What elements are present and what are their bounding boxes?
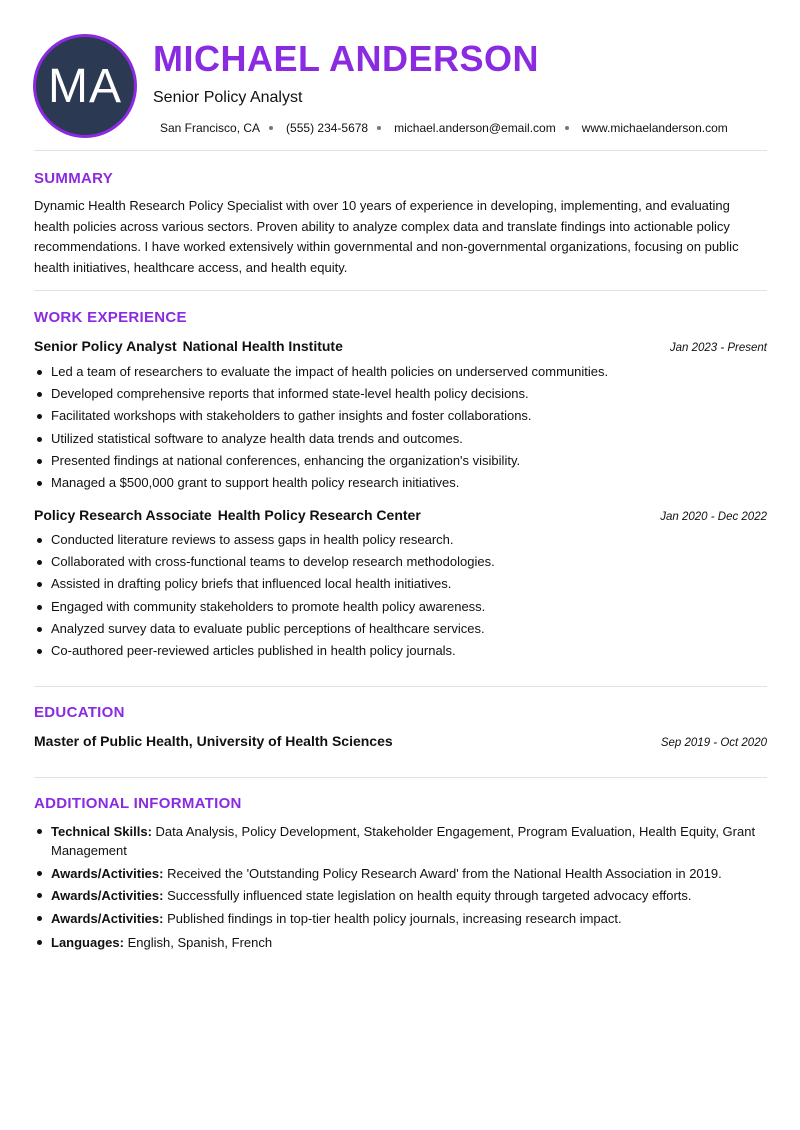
- separator-dot: [377, 126, 381, 130]
- summary-text: Dynamic Health Research Policy Specialist with over 10 years of experience in developing, implementing, and evaluating health policies across various sectors. Proven ability to analyze complex data and translate findings into actionable policy recommendations. I have worked extensively within governmental and non-governmental organizations, focusing on public health initiatives, healthcare access, and health equity.: [34, 198, 739, 275]
- education-entry: [34, 733, 767, 749]
- contact-phone: (555) 234-5678: [286, 121, 369, 135]
- avatar: [33, 34, 137, 138]
- contact-email[interactable]: michael.anderson@email.com: [394, 121, 556, 135]
- list-item: [34, 864, 767, 883]
- avatar-initials: MA: [48, 59, 122, 113]
- item-label: Languages:: [51, 934, 124, 950]
- contact-bar: [160, 121, 728, 135]
- candidate-name: MICHAEL ANDERSON: [153, 38, 540, 79]
- job-header: [34, 338, 767, 354]
- list-item: Led a team of researchers to evaluate the impact of health policies on underserved communities.: [34, 361, 767, 383]
- job-bullet-list: [34, 529, 767, 662]
- list-item: Conducted literature reviews to assess gaps in health policy research.: [34, 529, 767, 551]
- list-item: Collaborated with cross-functional teams to develop research methodologies.: [34, 551, 767, 573]
- list-item: Facilitated workshops with stakeholders to gather insights and foster collaborations.: [34, 405, 767, 427]
- job-header: [34, 507, 767, 523]
- contact-website[interactable]: www.michaelanderson.com: [581, 121, 728, 135]
- job-role: Policy Research Associate: [34, 507, 212, 523]
- list-item: Utilized statistical software to analyze health data trends and outcomes.: [34, 428, 767, 450]
- job-role: Senior Policy Analyst: [34, 338, 177, 354]
- additional-info-heading: ADDITIONAL INFORMATION: [34, 795, 242, 812]
- education-degree: Master of Public Health, University of Health Sciences: [34, 733, 393, 749]
- education-heading: EDUCATION: [34, 704, 125, 721]
- item-text: Received the 'Outstanding Policy Research Award' from the National Health Association in 2019.: [163, 865, 722, 881]
- job-dates: Jan 2020 - Dec 2022: [660, 511, 767, 523]
- item-label: Awards/Activities:: [51, 910, 164, 926]
- job-organization: National Health Institute: [182, 338, 343, 354]
- list-item: [34, 822, 767, 860]
- job-bullet-list: [34, 361, 767, 494]
- additional-info-list: [34, 822, 767, 955]
- item-text: Successfully influenced state legislation on health equity through targeted advocacy efforts.: [163, 888, 692, 903]
- list-item: Analyzed survey data to evaluate public perceptions of healthcare services.: [34, 618, 767, 640]
- list-item: Presented findings at national conferences, enhancing the organization's visibility.: [34, 450, 767, 472]
- separator-dot: [565, 126, 569, 130]
- list-item: Engaged with community stakeholders to promote health policy awareness.: [34, 596, 767, 618]
- contact-location: San Francisco, CA: [160, 121, 261, 135]
- item-text: Data Analysis, Policy Development, Stakeholder Engagement, Program Evaluation, Health Equity, Grant Management: [51, 824, 756, 858]
- list-item: Managed a $500,000 grant to support health policy research initiatives.: [34, 472, 767, 494]
- separator-dot: [269, 126, 273, 130]
- job-organization: Health Policy Research Center: [217, 507, 421, 523]
- section-divider: [34, 777, 767, 778]
- job-title: [34, 338, 343, 354]
- section-divider: [34, 686, 767, 687]
- list-item: [34, 933, 767, 952]
- item-label: Technical Skills:: [51, 824, 152, 839]
- summary-heading: SUMMARY: [34, 170, 114, 187]
- item-text: English, Spanish, French: [123, 934, 273, 950]
- section-divider: [34, 150, 767, 151]
- list-item: [34, 886, 767, 905]
- work-experience-heading: WORK EXPERIENCE: [34, 309, 187, 326]
- list-item: Developed comprehensive reports that informed state-level health policy decisions.: [34, 383, 767, 405]
- list-item: [34, 909, 767, 928]
- section-divider: [34, 290, 767, 291]
- job-title: [34, 507, 421, 523]
- job-dates: Jan 2023 - Present: [669, 342, 767, 354]
- item-text: Published findings in top-tier health policy journals, increasing research impact.: [163, 910, 622, 926]
- item-label: Awards/Activities:: [51, 888, 164, 903]
- list-item: Assisted in drafting policy briefs that influenced local health initiatives.: [34, 573, 767, 595]
- candidate-role: Senior Policy Analyst: [153, 89, 303, 106]
- list-item: Co-authored peer-reviewed articles published in health policy journals.: [34, 640, 767, 662]
- item-label: Awards/Activities:: [51, 865, 164, 881]
- education-dates: Sep 2019 - Oct 2020: [660, 737, 767, 749]
